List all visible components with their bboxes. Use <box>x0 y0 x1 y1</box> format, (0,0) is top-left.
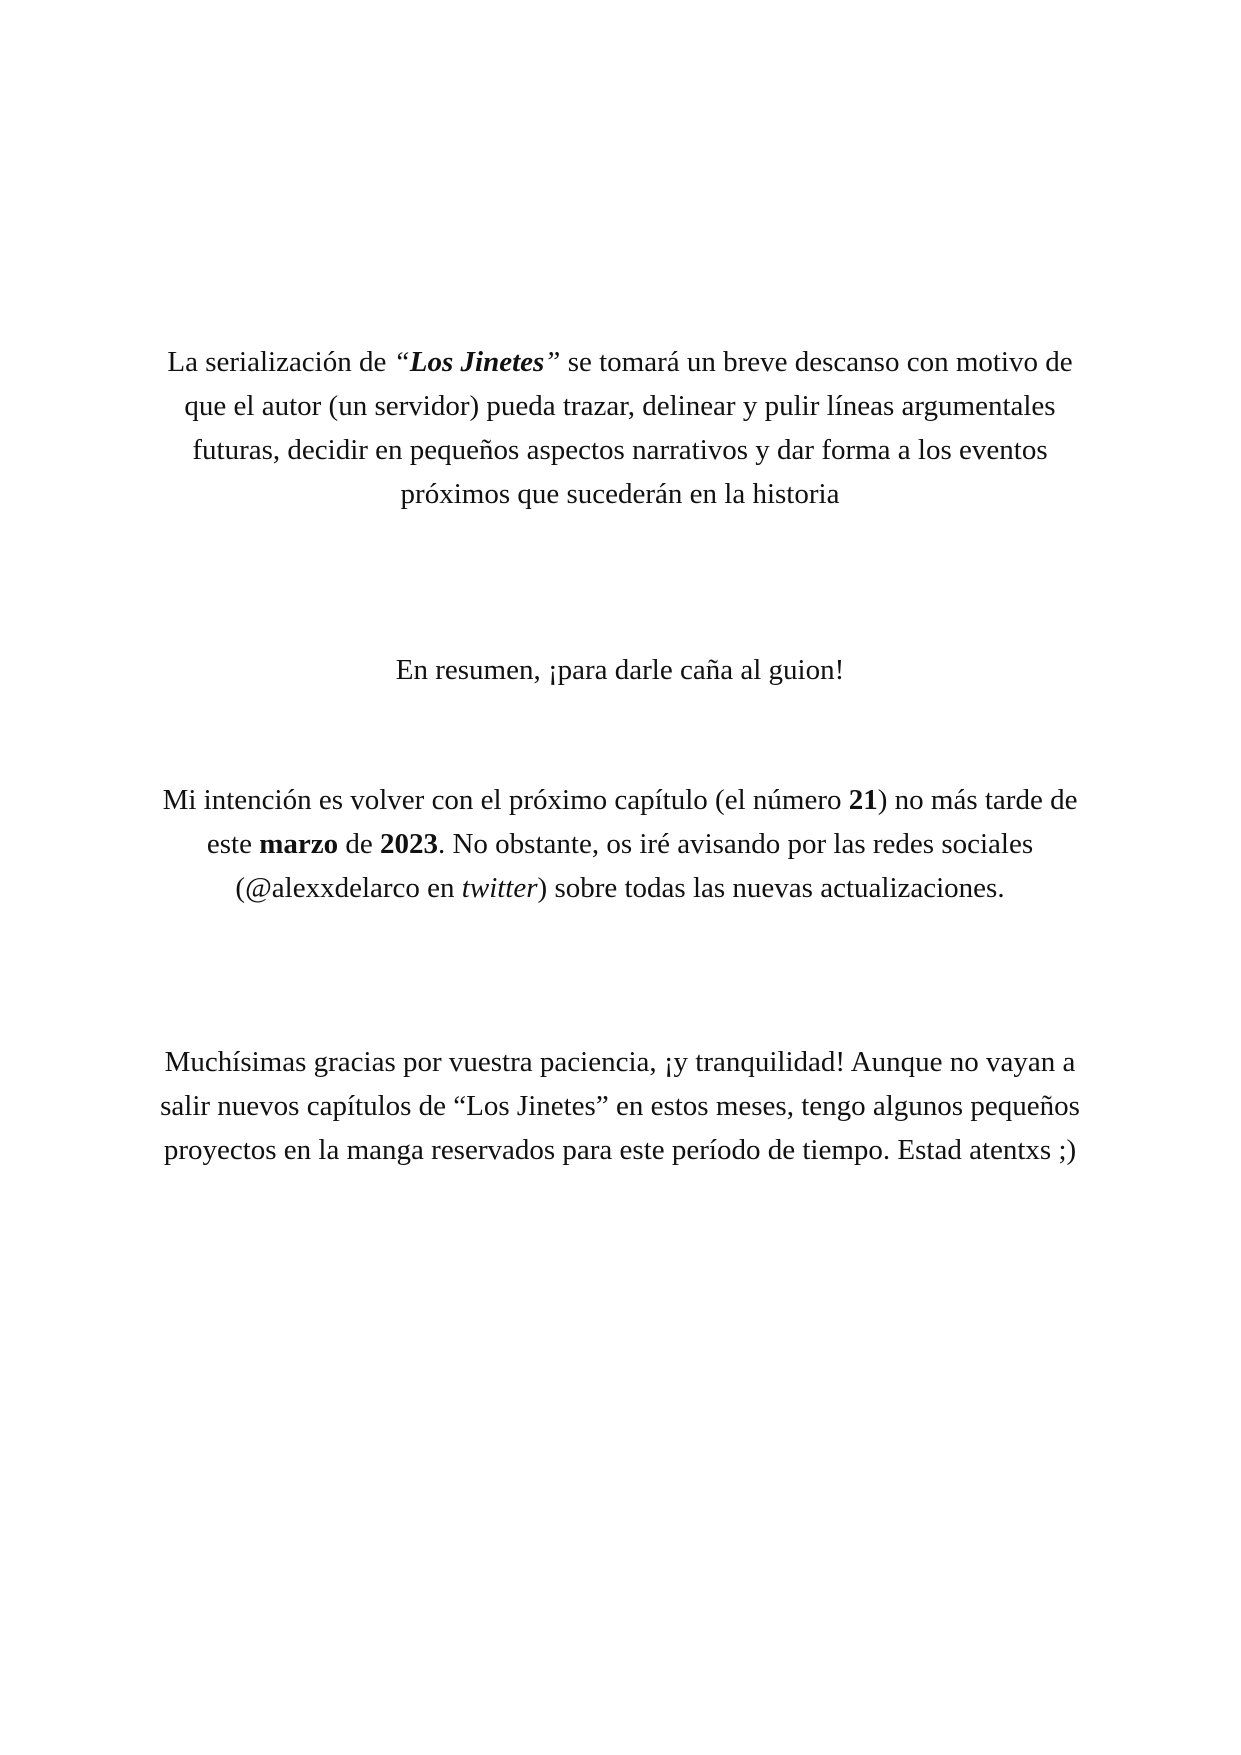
quote-close: ” <box>544 346 561 378</box>
paragraph-text: de <box>338 828 380 860</box>
paragraph-text: . No obstante, os iré avisando por las redes sociales (@alexxdelarco en <box>235 828 1034 904</box>
return-month: marzo <box>259 828 339 860</box>
paragraph-text: ) sobre todas las nuevas actualizaciones. <box>537 872 1005 904</box>
paragraph-thanks: Muchísimas gracias por vuestra paciencia, ¡y tranquilidad! Aunque no vayan a salir nuevos capítulos de “Los Jinetes” en estos meses, tengo algunos pequeños proyectos en la manga reservados para este período de tiempo. Estad atentxs ;) <box>160 1046 1080 1166</box>
chapter-number: 21 <box>848 784 878 816</box>
paragraph-text: se tomará un breve descanso con motivo de que el autor (un servidor) pueda trazar, delinear y pulir líneas argumentales futuras, decidir en pequeños aspectos narrativos y dar forma a los eventos próximos que sucederán en la historia <box>184 346 1073 510</box>
quote-open: “ <box>393 346 410 378</box>
paragraph-text: La serialización de <box>167 346 394 378</box>
return-year: 2023 <box>379 828 438 860</box>
paragraph-summary: En resumen, ¡para darle caña al guion! <box>395 654 845 686</box>
social-network-name: twitter <box>461 872 538 904</box>
series-title: Los Jinetes <box>409 346 545 378</box>
paragraph-text: Mi intención es volver con el próximo capítulo (el número <box>162 784 849 816</box>
paragraph-text: ) no más tarde de este <box>206 784 1078 860</box>
paragraph-return-date <box>160 778 1080 910</box>
paragraph-hiatus-announcement <box>160 340 1080 516</box>
